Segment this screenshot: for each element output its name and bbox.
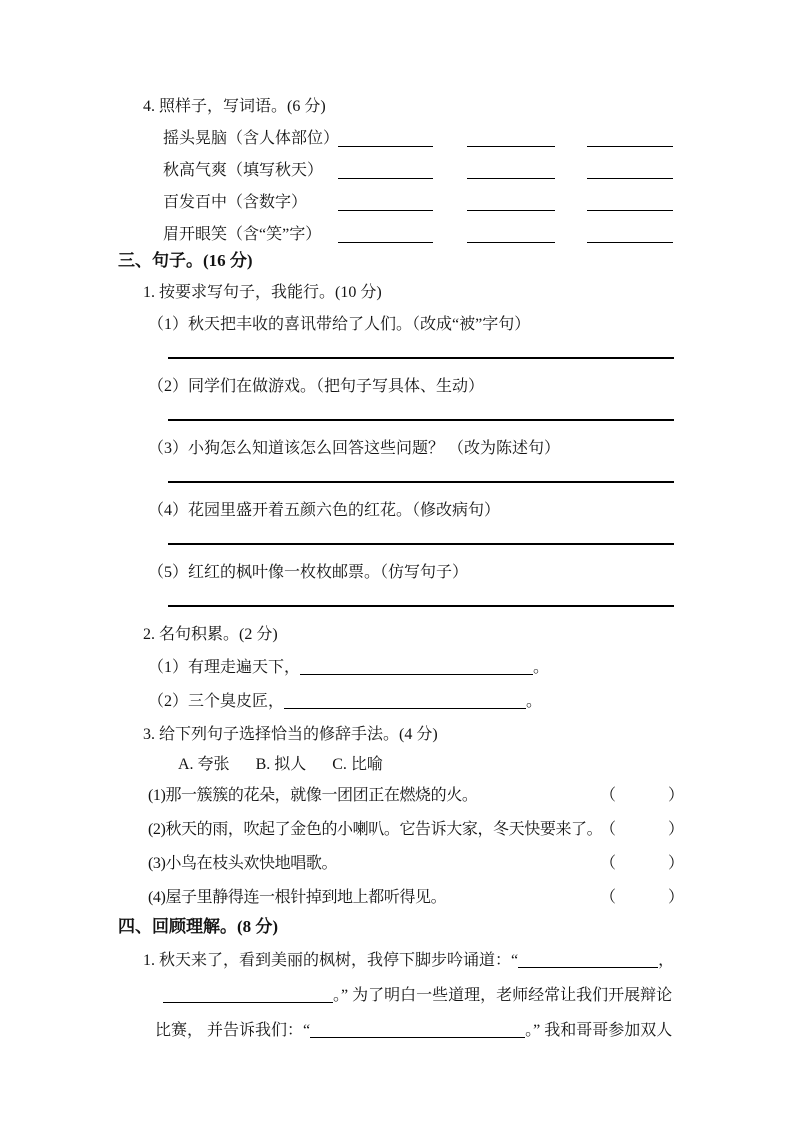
rewrite-item [118, 557, 684, 607]
recall-text: ， [658, 952, 675, 969]
rewrite-item-text: （2）同学们在做游戏。（把句子写具体、生动） [148, 378, 485, 395]
word-row-label: 秋高气爽（填写秋天） [163, 162, 324, 179]
answer-blank [338, 128, 433, 147]
rhetoric-item-text: (2)秋天的雨，吹起了金色的小喇叭。它告诉大家，冬天快要来了。 [148, 821, 603, 838]
rewrite-item-text: （3）小狗怎么知道该怎么回答这些问题？ （改为陈述句） [148, 440, 561, 457]
rewrite-item [118, 309, 684, 359]
saying-prefix: （2）三个臭皮匠， [148, 693, 285, 710]
word-row [163, 187, 684, 219]
answer-blank [163, 986, 333, 1003]
recall-text: 。” 为了明白一些道理，老师经常让我们开展辩论 [333, 987, 673, 1004]
rewrite-item [118, 433, 684, 483]
word-row-label: 眉开眼笑（含“笑”字） [163, 226, 322, 243]
rewrite-item-text: （4）花园里盛开着五颜六色的红花。（修改病句） [148, 502, 501, 519]
answer-blank [467, 128, 555, 147]
answer-blank [300, 658, 533, 675]
recall-text: 比赛， 并告诉我们：“ [155, 1022, 311, 1039]
section4-title: 四、回顾理解。(8 分) [118, 917, 279, 936]
answer-blank [587, 128, 673, 147]
bracket-close: ） [667, 787, 684, 804]
option-b: B. 拟人 [255, 756, 307, 773]
answer-line [168, 605, 674, 607]
rewrite-item-text: （1）秋天把丰收的喜讯带给了人们。（改成“被”字句） [148, 316, 531, 333]
answer-blank [338, 192, 433, 211]
section3-title: 三、句子。(16 分) [118, 251, 253, 270]
rhetoric-item [148, 779, 684, 813]
rewrite-item-text: （5）红红的枫叶像一枚枚邮票。（仿写句子） [148, 564, 469, 581]
recall-text: 1. 秋天来了，看到美丽的枫树，我停下脚步吟诵道：“ [143, 952, 519, 969]
recall-line [143, 943, 684, 978]
answer-blank [467, 160, 555, 179]
rhetoric-item [148, 847, 684, 881]
bracket-close: ） [667, 855, 684, 872]
answer-blank [587, 224, 673, 243]
answer-brackets [600, 813, 684, 847]
answer-blank [310, 1021, 525, 1038]
rhetoric-options [178, 751, 684, 779]
rhetoric-item [148, 813, 684, 847]
recall-line [155, 1013, 684, 1048]
saying-suffix: 。 [526, 693, 543, 710]
answer-blank [467, 192, 555, 211]
rewrite-item [118, 495, 684, 545]
bracket-open: （ [600, 821, 617, 838]
recall-line [163, 978, 684, 1013]
q4-title: 4. 照样子，写词语。(6 分) [143, 98, 326, 115]
saying-fill-item [148, 685, 684, 719]
word-row-label: 摇头晃脑（含人体部位） [163, 130, 340, 147]
word-row [163, 155, 684, 187]
q3-2-title: 2. 名句积累。(2 分) [143, 626, 278, 643]
word-row-label: 百发百中（含数字） [163, 194, 308, 211]
answer-blank [518, 951, 658, 968]
bracket-open: （ [600, 889, 617, 906]
answer-blank [587, 160, 673, 179]
answer-brackets [600, 881, 684, 915]
saying-prefix: （1）有理走遍天下， [148, 659, 301, 676]
q3-3-title: 3. 给下列句子选择恰当的修辞手法。(4 分) [143, 726, 438, 743]
answer-line [168, 357, 674, 359]
q3-1-title: 1. 按要求写句子，我能行。(10 分) [143, 284, 382, 301]
rhetoric-item [148, 881, 684, 915]
answer-blank [284, 692, 526, 709]
rewrite-item [118, 371, 684, 421]
rhetoric-item-text: (3)小鸟在枝头欢快地唱歌。 [148, 855, 338, 872]
answer-brackets [600, 847, 684, 881]
rhetoric-item-text: (4)屋子里静得连一根针掉到地上都听得见。 [148, 889, 447, 906]
answer-blank [587, 192, 673, 211]
option-c: C. 比喻 [332, 756, 383, 773]
answer-line [168, 543, 674, 545]
rhetoric-item-text: (1)那一簇簇的花朵，就像一团团正在燃烧的火。 [148, 787, 478, 804]
bracket-close: ） [667, 821, 684, 838]
option-a: A. 夸张 [178, 756, 230, 773]
page-content [118, 91, 684, 1048]
word-row [163, 123, 684, 155]
answer-line [168, 481, 674, 483]
answer-line [168, 419, 674, 421]
saying-fill-item [148, 651, 684, 685]
answer-brackets [600, 779, 684, 813]
answer-blank [338, 224, 433, 243]
bracket-open: （ [600, 855, 617, 872]
bracket-close: ） [667, 889, 684, 906]
bracket-open: （ [600, 787, 617, 804]
answer-blank [338, 160, 433, 179]
saying-suffix: 。 [533, 659, 550, 676]
answer-blank [467, 224, 555, 243]
recall-text: 。” 我和哥哥参加双人 [525, 1022, 673, 1039]
